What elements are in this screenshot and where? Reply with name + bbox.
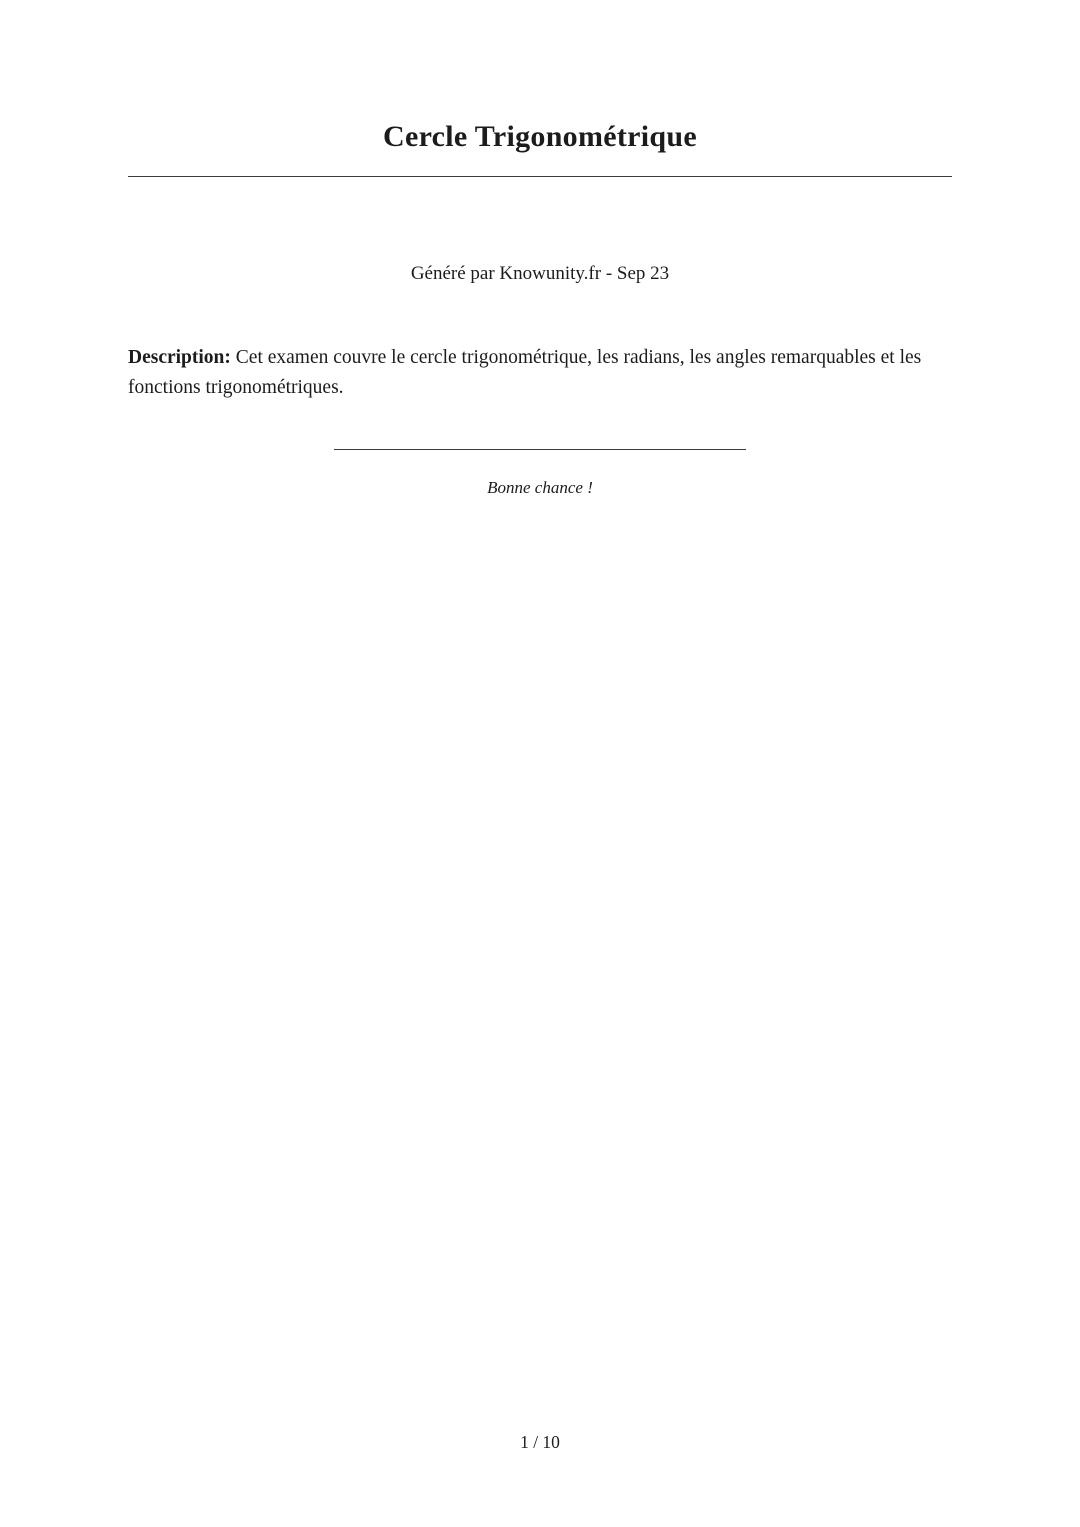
generated-by-line: Généré par Knowunity.fr - Sep 23	[410, 263, 670, 284]
description-text: Cet examen couvre le cercle trigonométrique, les radians, les angles remarquables et les fonctions trigonométriques.	[128, 347, 922, 398]
description-paragraph	[128, 343, 952, 403]
title-divider-rule	[128, 176, 952, 177]
page-number: 1 / 10	[520, 1432, 560, 1452]
page-title: Cercle Trigonométrique	[382, 120, 698, 153]
description-label: Description:	[128, 347, 231, 368]
section-divider-rule	[334, 449, 746, 450]
good-luck-text: Bonne chance !	[487, 478, 593, 497]
